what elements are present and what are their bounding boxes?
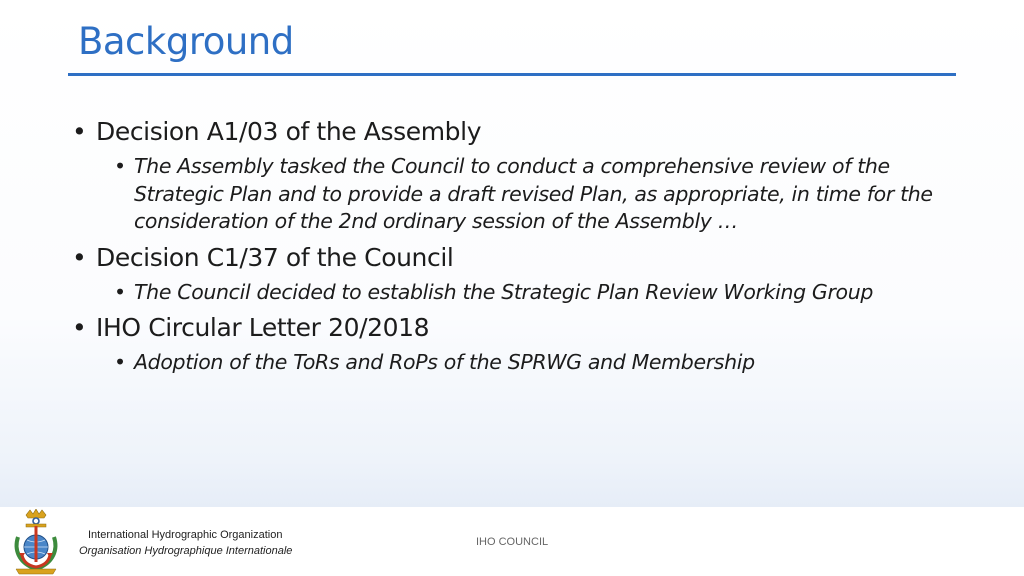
slide-title: Background [78, 20, 294, 63]
title-underline [68, 73, 956, 76]
iho-emblem-icon [6, 509, 66, 575]
org-name-english: International Hydrographic Organization [88, 529, 283, 541]
bullet-glyph: • [72, 313, 87, 342]
bullet-item-3 [72, 312, 952, 344]
bullet-glyph: • [72, 242, 87, 272]
footer-label: IHO COUNCIL [476, 536, 549, 548]
sub-bullet-text: The Assembly tasked the Council to conduct a comprehensive review of the Strategic Plan and to provide a draft revised Plan, as appropriate, in time for the consideration of the 2nd ordinary session of the Assembly … [134, 154, 933, 233]
sub-bullet-glyph: • [114, 350, 126, 374]
sub-bullet-glyph: • [114, 154, 126, 178]
bullet-item-2 [72, 242, 952, 274]
sub-bullet-text: Adoption of the ToRs and RoPs of the SPRWG and Membership [134, 350, 755, 374]
sub-bullet-text: The Council decided to establish the Strategic Plan Review Working Group [134, 279, 874, 304]
slide-footer [0, 507, 1024, 576]
org-name-french: Organisation Hydrographique Internationale [79, 545, 293, 557]
sub-bullet-item-2 [114, 279, 952, 307]
bullet-glyph: • [72, 117, 87, 146]
bullet-list [72, 116, 952, 383]
bullet-text: Decision C1/37 of the Council [96, 242, 454, 272]
bullet-item-1 [72, 116, 952, 148]
sub-bullet-item-3 [114, 349, 952, 377]
bullet-text: IHO Circular Letter 20/2018 [96, 313, 430, 342]
bullet-text: Decision A1/03 of the Assembly [96, 117, 482, 146]
sub-bullet-glyph: • [114, 279, 126, 304]
sub-bullet-item-1 [114, 153, 952, 236]
